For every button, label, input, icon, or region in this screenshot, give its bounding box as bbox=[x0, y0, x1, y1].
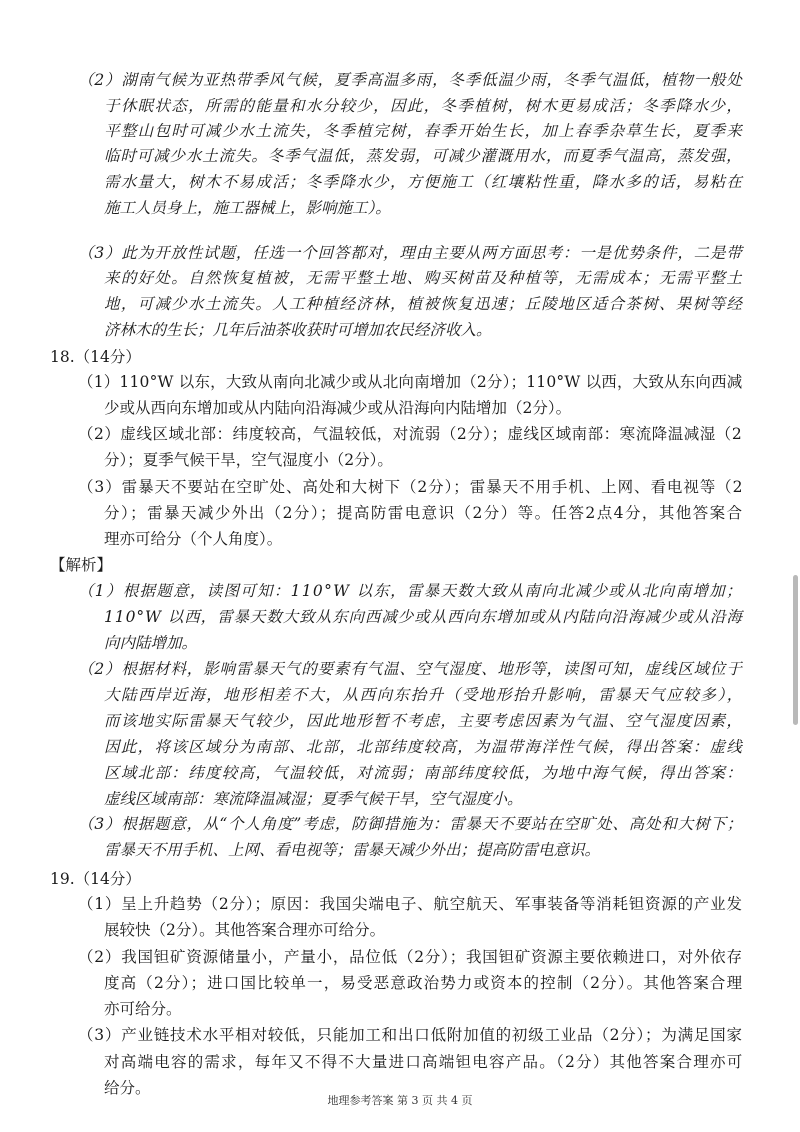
text-line: 于休眠状态，所需的能量和水分较少，因此，冬季植树，树木更易成活；冬季降水少， bbox=[104, 97, 744, 115]
scrollbar[interactable] bbox=[793, 575, 798, 725]
text-line: 给分。 bbox=[104, 1079, 151, 1097]
text-line: 而该地实际雷暴天气较少，因此地形暂不考虑，主要考虑因素为气温、空气湿度因素， bbox=[104, 712, 744, 730]
text-line: 分）；夏季气候干旱，空气湿度小（2分）。 bbox=[104, 451, 393, 469]
text-line: （3）根据题意，从“个人角度”考虑，防御措施为：雷暴天不要站在空旷处、高处和大树下； bbox=[78, 815, 744, 833]
text-line: 济林木的生长；几年后油茶收获时可增加农民经济收入。 bbox=[104, 321, 492, 339]
text-line: （2）湖南气候为亚热带季风气候，夏季高温多雨，冬季低温少雨，冬季气温低，植物一般处 bbox=[78, 71, 743, 89]
text-line: （3）雷暴天不要站在空旷处、高处和大树下（2分）；雷暴天不用手机、上网、看电视等（2 bbox=[78, 478, 744, 496]
text-line: 19.（14分） bbox=[50, 870, 141, 888]
text-line: 施工人员身上，施工器械上，影响施工）。 bbox=[104, 199, 391, 217]
text-line: 理亦可给分（个人角度）。 bbox=[104, 530, 283, 548]
text-line: 临时可减少水土流失。冬季气温低，蒸发弱，可减少灌溉用水，而夏季气温高，蒸发强， bbox=[104, 147, 743, 165]
text-line: 少或从西向东增加或从内陆向沿海减少或从沿海向内陆增加（2分）。 bbox=[104, 399, 572, 417]
text-line: 因此，将该区域分为南部、北部，北部纬度较高，为温带海洋性气候，得出答案：虚线 bbox=[104, 738, 744, 756]
text-line: 分）；雷暴天减少外出（2分）；提高防雷电意识（2分）等。任答2点4分，其他答案合 bbox=[104, 504, 744, 522]
text-line: （2）虚线区域北部：纬度较高，气温较低，对流弱（2分）；虚线区域南部：寒流降温减湿（2 bbox=[78, 425, 743, 443]
text-line: 来的好处。自然恢复植被，无需平整土地、购买树苗及种植等，无需成本；无需平整土 bbox=[104, 269, 744, 287]
text-line: （1）110°W 以东，大致从南向北减少或从北向南增加（2分）；110°W 以西，大致从东向西减 bbox=[78, 373, 743, 391]
text-line: 110°W 以西，雷暴天数大致从东向西减少或从西向东增加或从内陆向沿海减少或从沿海 bbox=[104, 608, 743, 626]
text-line: 需水量大，树木不易成活；冬季降水少，方便施工（红壤粘性重，降水多的话，易粘在 bbox=[104, 173, 744, 191]
text-line: 18.（14分） bbox=[50, 348, 141, 366]
text-line: 度高（2分）；进口国比较单一，易受恶意政治势力或资本的控制（2分）。其他答案合理 bbox=[104, 974, 744, 992]
text-line: （1）呈上升趋势（2分）；原因：我国尖端电子、航空航天、军事装备等消耗钽资源的产业发 bbox=[78, 895, 743, 913]
text-line: （3）产业链技术水平相对较低，只能加工和出口低附加值的初级工业品（2分）；为满足国家 bbox=[78, 1026, 743, 1044]
text-line: 虚线区域南部：寒流降温减湿；夏季气候干旱，空气湿度小。 bbox=[104, 790, 523, 808]
text-line: （1）根据题意，读图可知：110°W 以东，雷暴天数大致从南向北减少或从北向南增加； bbox=[78, 582, 743, 600]
text-line: 展较快（2分）。其他答案合理亦可给分。 bbox=[104, 921, 386, 939]
text-line: 区域北部：纬度较高，气温较低，对流弱；南部纬度较低，为地中海气候，得出答案： bbox=[104, 764, 744, 782]
text-line: 大陆西岸近海，地形相差不大，从西向东抬升（受地形抬升影响，雷暴天气应较多）， bbox=[104, 686, 744, 704]
text-line: （2）根据材料，影响雷暴天气的要素有气温、空气湿度、地形等，读图可知，虚线区域位于 bbox=[78, 660, 743, 678]
page-footer: 地理参考答案 第 3 页 共 4 页 bbox=[327, 1094, 473, 1107]
text-line: 亦可给分。 bbox=[104, 1000, 182, 1018]
text-line: 平整山包时可减少水土流失，冬季植完树，春季开始生长，加上春季杂草生长，夏季来 bbox=[104, 122, 744, 140]
text-line: （2）我国钽矿资源储量小，产量小，品位低（2分）；我国钽矿资源主要依赖进口，对外依存 bbox=[78, 948, 743, 966]
text-line: 向内陆增加。 bbox=[104, 634, 198, 652]
text-line: 雷暴天不用手机、上网、看电视等；雷暴天减少外出；提高防雷电意识。 bbox=[104, 841, 601, 859]
text-line: 【解析】 bbox=[50, 556, 113, 574]
text-line: 对高端电容的需求，每年又不得不大量进口高端钽电容产品。（2分）其他答案合理亦可 bbox=[104, 1053, 744, 1071]
text-line: 地，可减少水土流失。人工种植经济林，植被恢复迅速；丘陵地区适合茶树、果树等经 bbox=[104, 295, 744, 313]
text-line: （3）此为开放性试题，任选一个回答都对，理由主要从两方面思考：一是优势条件，二是带 bbox=[78, 244, 743, 262]
